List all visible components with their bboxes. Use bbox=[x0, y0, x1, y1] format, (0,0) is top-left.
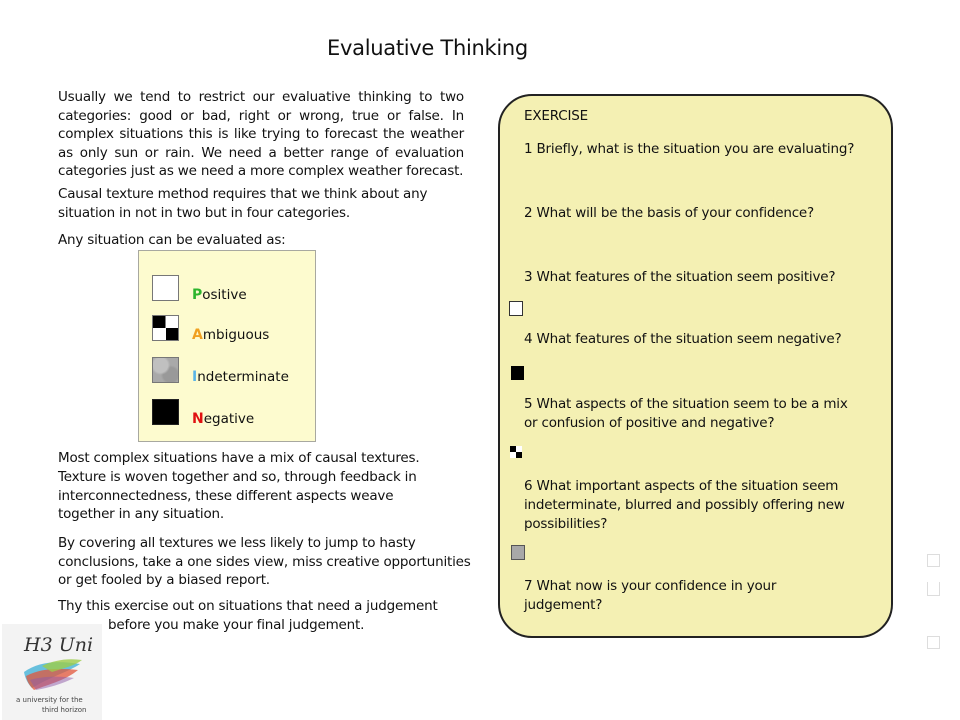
legend-initial: P bbox=[192, 287, 203, 303]
legend-item-ambiguous bbox=[152, 313, 269, 343]
causal-texture-paragraph: Causal texture method requires that we think about any situation in not in two but in four categories. bbox=[58, 186, 428, 221]
logo-tagline: third horizon bbox=[42, 706, 87, 714]
legend-item-positive bbox=[152, 273, 247, 303]
text-line: Most complex situations have a mix of causal textures. bbox=[58, 450, 420, 466]
legend-initial: A bbox=[192, 327, 203, 343]
text-line: Texture is woven together and so, through feedback in bbox=[58, 468, 417, 485]
slide-placeholder-box bbox=[927, 636, 940, 649]
legend-initial: N bbox=[192, 411, 204, 427]
text-line: interconnectedness, these different aspects weave bbox=[58, 487, 394, 504]
ambiguous-texture-icon bbox=[152, 315, 179, 341]
exercise-panel bbox=[498, 94, 893, 638]
exercise-question-7: 7 What now is your confidence in your judgement? bbox=[524, 578, 777, 613]
indeterminate-texture-icon bbox=[511, 545, 525, 560]
positive-texture-icon bbox=[509, 301, 523, 316]
exercise-question-1: 1 Briefly, what is the situation you are evaluating? bbox=[524, 141, 855, 157]
legend-item-indeterminate bbox=[152, 355, 289, 385]
exercise-question-6: 6 What important aspects of the situation seem indeterminate, blurred and possibly offering new possibilities? bbox=[524, 478, 845, 532]
slide-placeholder-box bbox=[927, 582, 940, 596]
mix-of-textures-paragraph bbox=[58, 449, 478, 524]
legend-label: ndeterminate bbox=[197, 369, 289, 385]
legend-initial: I bbox=[192, 369, 198, 385]
page-title: Evaluative Thinking bbox=[327, 36, 528, 60]
texture-legend bbox=[138, 250, 316, 442]
exercise-question-4: 4 What features of the situation seem negative? bbox=[524, 331, 842, 347]
legend-label: mbiguous bbox=[202, 327, 270, 343]
text-line: before you make your final judgement. bbox=[108, 616, 365, 633]
covering-textures-paragraph: By covering all textures we less likely to jump to hasty conclusions, take a one sides view, miss creative opportunities or get fooled by a biased report. bbox=[58, 535, 471, 588]
evaluated-as-paragraph: Any situation can be evaluated as: bbox=[58, 232, 286, 248]
legend-label: egative bbox=[203, 411, 255, 427]
try-exercise-paragraph bbox=[58, 597, 478, 634]
exercise-question-5: 5 What aspects of the situation seem to be a mix or confusion of positive and negative? bbox=[524, 396, 848, 431]
text-line: together in any situation. bbox=[58, 506, 224, 523]
logo-name: H3 Uni bbox=[24, 634, 94, 656]
exercise-question-3: 3 What features of the situation seem positive? bbox=[524, 269, 836, 285]
exercise-heading: EXERCISE bbox=[524, 108, 588, 124]
text-line: Thy this exercise out on situations that need a judgement bbox=[58, 598, 438, 614]
exercise-question-2: 2 What will be the basis of your confidence? bbox=[524, 205, 815, 221]
logo-tagline: a university for the bbox=[16, 696, 83, 704]
negative-texture-icon bbox=[152, 399, 179, 425]
wave-logo-icon bbox=[22, 658, 84, 692]
ambiguous-texture-icon bbox=[510, 446, 522, 458]
negative-texture-icon bbox=[511, 366, 524, 380]
legend-label: ositive bbox=[202, 287, 247, 303]
intro-paragraph: Usually we tend to restrict our evaluative thinking to two categories: good or bad, right or wrong, true or false. In complex situations this is like trying to forecast the weather as only sun or rain. We need a better range of evaluation categories just as we need a more complex weather forecast. bbox=[58, 89, 464, 179]
indeterminate-texture-icon bbox=[152, 357, 179, 383]
legend-item-negative bbox=[152, 397, 254, 427]
slide-placeholder-box bbox=[927, 554, 940, 567]
h3-uni-logo bbox=[2, 624, 102, 720]
positive-texture-icon bbox=[152, 275, 179, 301]
